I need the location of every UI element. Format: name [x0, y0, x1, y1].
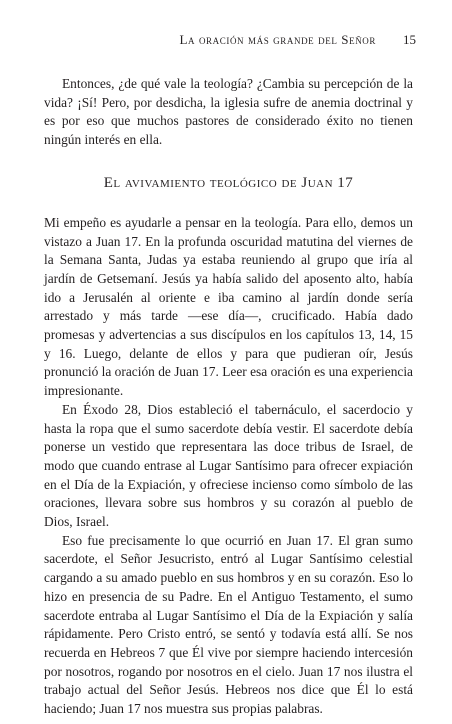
running-title: La oración más grande del Señor [179, 32, 376, 47]
section-heading: El avivamiento teológico de Juan 17 [103, 174, 354, 191]
section-paragraph-2: En Éxodo 28, Dios estableció el tabernáculo, el sacerdocio y hasta la ropa que el sumo sacerdote debía vestir. El sacerdote debía ponerse un vestido que representara las doce tribus de Israel, de modo que cuando entrase al Lugar Santísimo para ofrecer expiación en el Día de la Expiación, y ofreciese incienso como símbolo de las oraciones, llevara sobre sus hombros y su corazón al pueblo de Dios, Israel. [44, 401, 413, 530]
running-header [0, 31, 452, 49]
body-text [44, 75, 413, 719]
section-paragraph-1: Mi empeño es ayudarle a pensar en la teología. Para ello, demos un vistazo a Juan 17. En la profunda oscuridad matutina del viernes de la Semana Santa, Judas ya estaba reuniendo al grupo que iría al jardín de Getsemaní. Jesús ya había salido del aposento alto, había ido a Jerusalén al oriente e iba camino al jardín donde sería arrestado y más tarde —ese día—, crucificado. Había dado promesas y advertencias a sus discípulos en los capítulos 13, 14, 15 y 16. Luego, delante de ellos y para que pudieran oír, Jesús pronunció la oración de Juan 17. Leer esa oración es una experiencia impresionante. [44, 214, 413, 399]
section-paragraph-3: Eso fue precisamente lo que ocurrió en Juan 17. El gran sumo sacerdote, el Señor Jesucristo, entró al Lugar Santísimo celestial cargando a su amado pueblo en sus hombros y en su corazón. Eso lo hizo en presencia de su Padre. En el Antiguo Testamento, el sumo sacerdote entraba al Lugar Santísimo el Día de la Expiación y salía rápidamente. Pero Cristo entró, se sentó y todavía está allí. Se nos recuerda en Hebreos 7 que Él vive por siempre haciendo intercesión por nosotros, rogando por nosotros en el cielo. Juan 17 nos ilustra el trabajo actual del Señor Jesús. Hebreos nos dice que Él lo está haciendo; Juan 17 nos muestra sus propias palabras. [44, 532, 413, 717]
intro-paragraph: Entonces, ¿de qué vale la teología? ¿Cambia su percepción de la vida? ¡Sí! Pero, por desdicha, la iglesia sufre de anemia doctrinal y es por eso que muchos pastores de considerado éxito no tienen ningún interés en ella. [44, 76, 413, 148]
page-number: 15 [403, 32, 416, 47]
